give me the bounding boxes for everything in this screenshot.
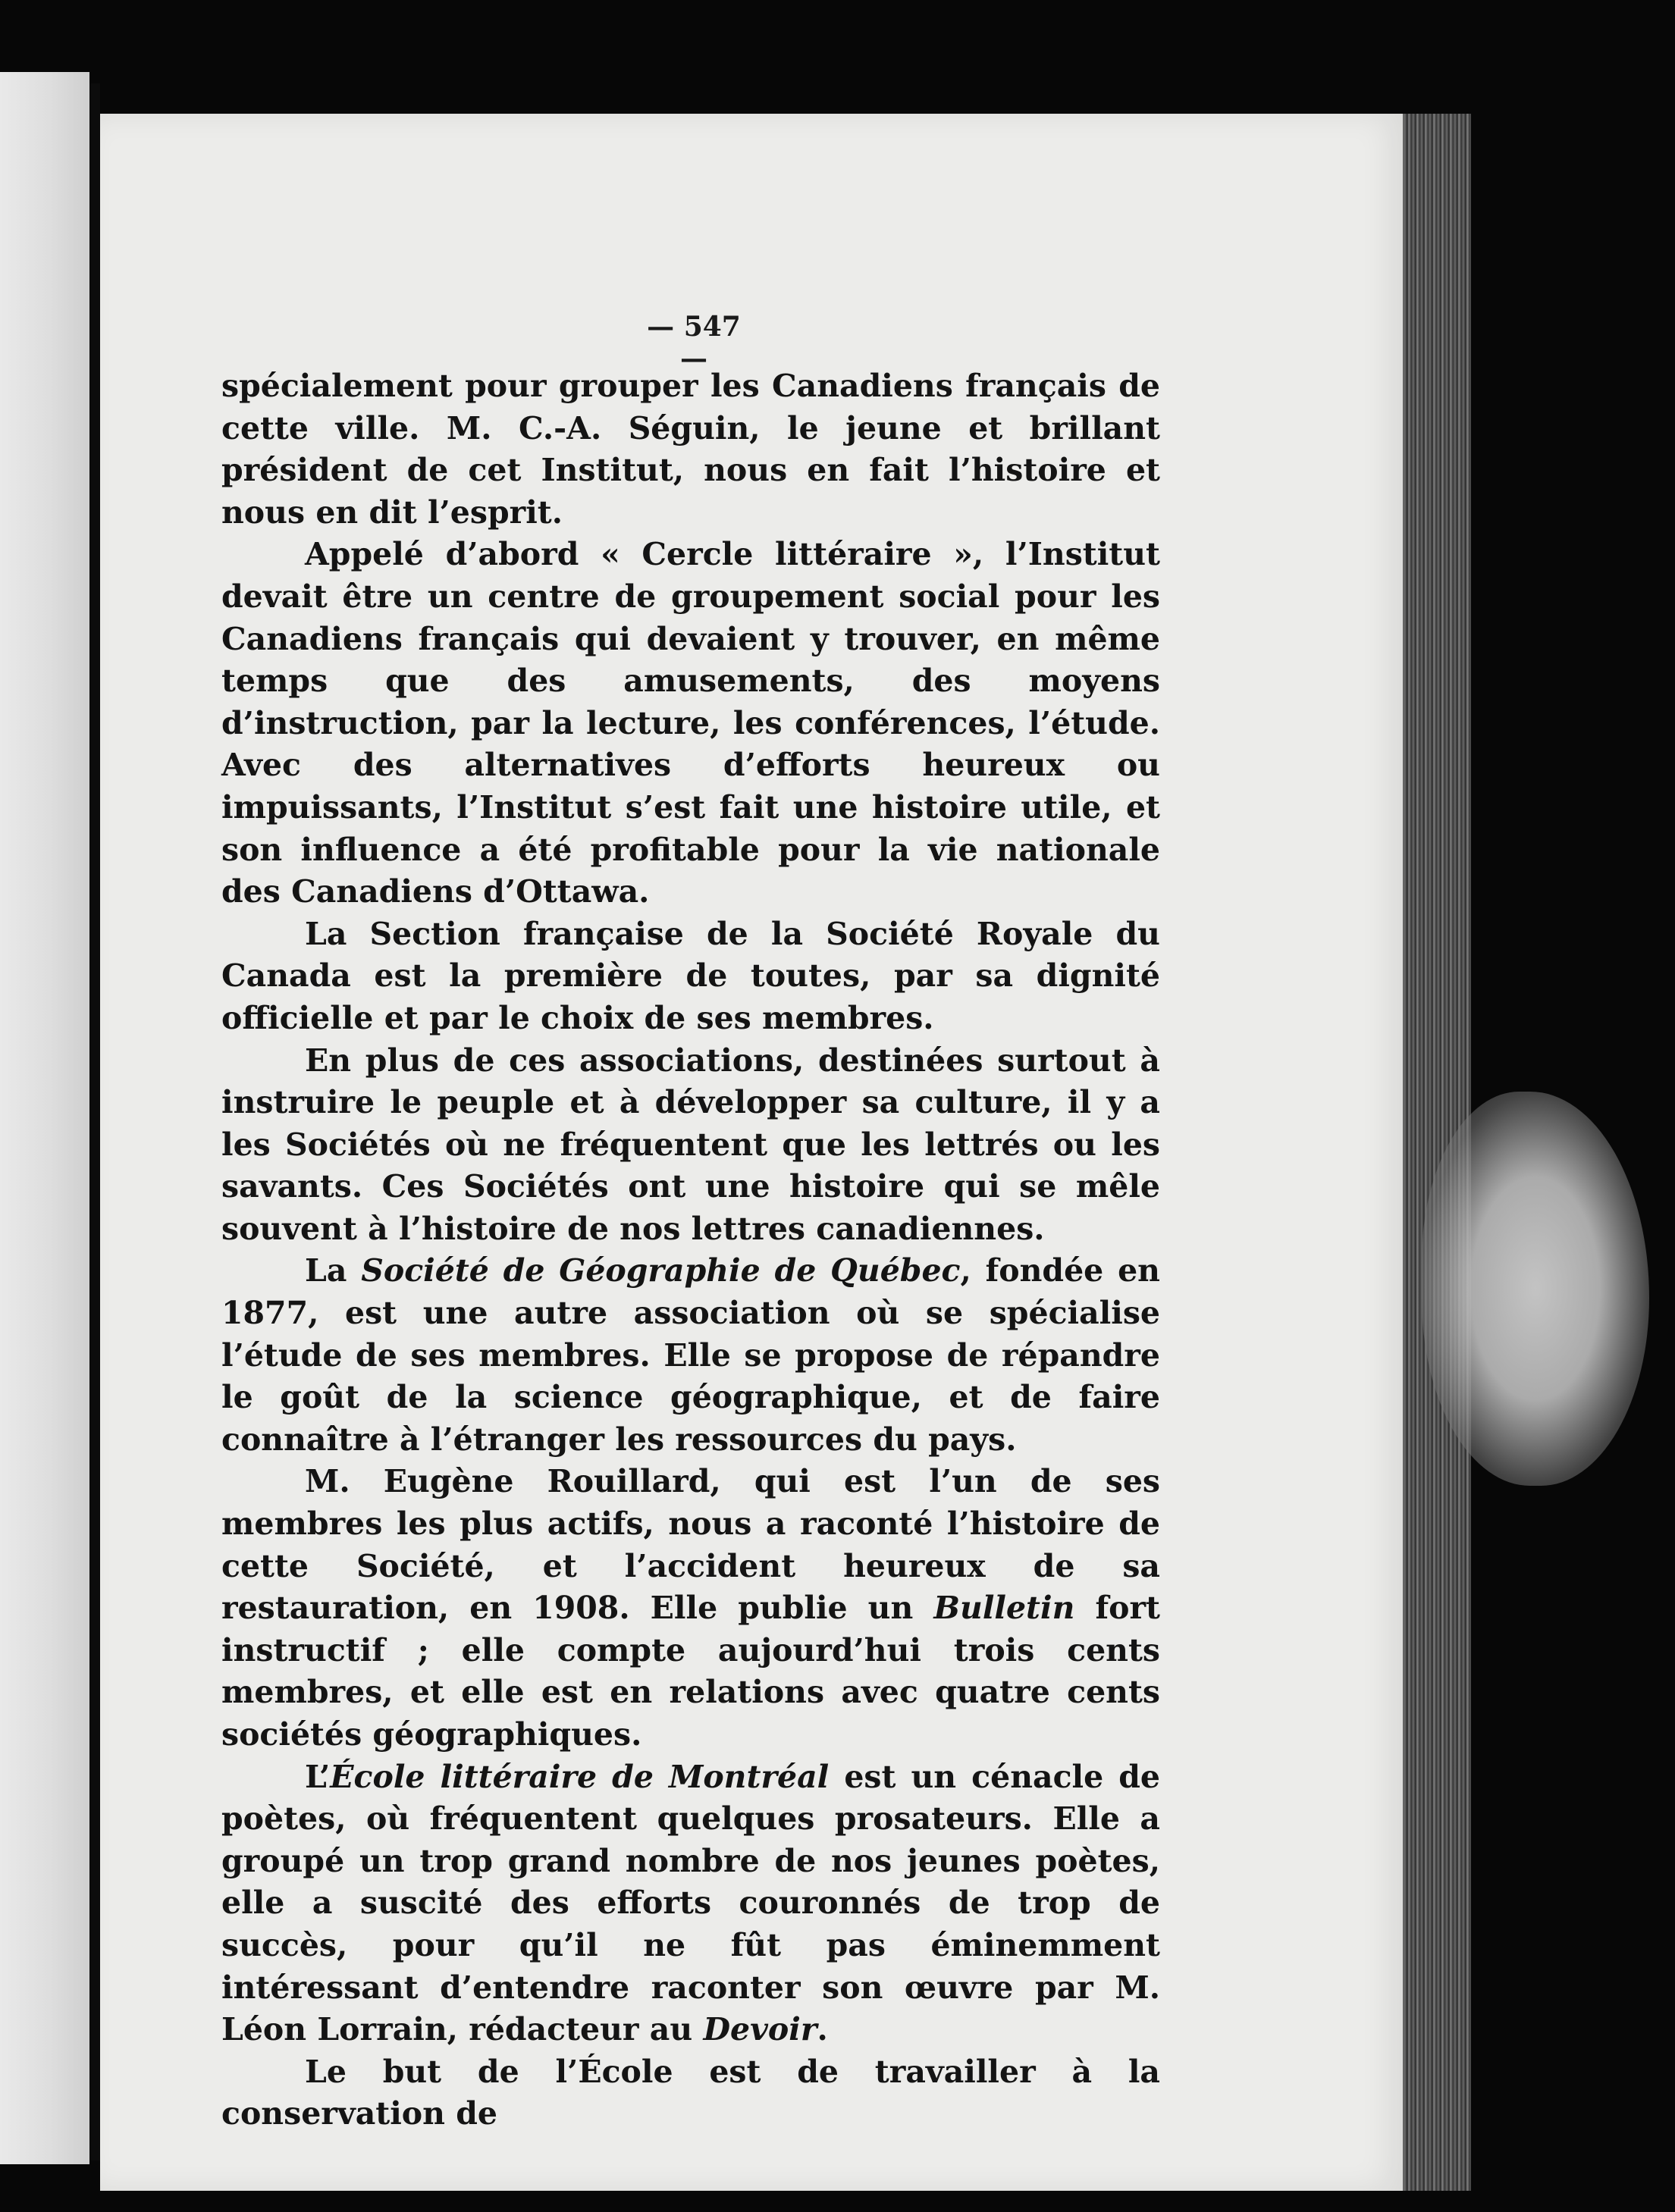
text-segment: fort instructif ; elle compte aujourd’hui trois cents membres, et elle est en relations avec quatre cents sociétés géographiques. xyxy=(221,1590,1160,1753)
text-segment: spécialement pour grouper les Canadiens français de cette ville. M. C.-A. Séguin, le jeune et brillant président de cet Institut, nous en fait l’histoire et nous en dit l’esprit. xyxy=(221,368,1160,531)
text-segment: M. Eugène Rouillard, qui est l’un de ses membres les plus actifs, nous a raconté l’histoire de cette Société, et l’accident heureux de sa restauration, en 1908. Elle publie un xyxy=(221,1463,1160,1627)
paragraph-p2 xyxy=(221,913,1160,1040)
italic-text: Devoir xyxy=(703,2011,817,2048)
text-segment: Le but de l’École est de travailler à la conservation de xyxy=(221,2053,1160,2132)
page-number: — 547 — xyxy=(647,311,741,374)
text-segment: est un cénacle de poètes, où fréquentent quelques prosateurs. Elle a groupé un trop grand nombre de nos jeunes poètes, elle a suscité des efforts couronnés de trop de succès, pour qu’il ne fût pas éminemment intéressant d’entendre raconter son œuvre par M. Léon Lorrain, rédacteur au xyxy=(221,1758,1160,2048)
text-segment: . xyxy=(817,2011,828,2048)
left-page-edge xyxy=(0,72,89,2164)
italic-text: École littéraire de Montréal xyxy=(330,1758,830,1795)
paragraph-p6 xyxy=(221,1756,1160,2051)
text-segment: L’ xyxy=(305,1758,331,1795)
paragraph-p1 xyxy=(221,534,1160,913)
text-segment: , fondée en 1877, est une autre association où se spécialise l’étude de ses membres. Elle se propose de répandre le goût de la science géographique, et de faire connaître à l’étranger les ressources du pays. xyxy=(221,1252,1160,1458)
paragraph-p0 xyxy=(221,365,1160,534)
paragraph-p3 xyxy=(221,1040,1160,1251)
book-gutter xyxy=(89,83,100,2160)
page-text xyxy=(221,303,1160,2135)
paragraph-p4 xyxy=(221,1250,1160,1461)
paragraph-p5 xyxy=(221,1461,1160,1756)
text-segment: La xyxy=(305,1252,362,1289)
text-segment: Appelé d’abord « Cercle littéraire », l’Institut devait être un centre de groupement social pour les Canadiens français qui devaient y trouver, en même temps que des amusements, des moyens d’instruction, par la lecture, les conférences, l’étude. Avec des alternatives d’efforts heureux ou impuissants, l’Institut s’est fait une histoire utile, et son influence a été profitable pour la vie nationale des Canadiens d’Ottawa. xyxy=(221,536,1160,910)
italic-text: Bulletin xyxy=(933,1590,1075,1627)
paragraph-p7 xyxy=(221,2051,1160,2135)
text-segment: La Section française de la Société Royale du Canada est la première de toutes, par sa dignité officielle et par le choix de ses membres. xyxy=(221,915,1160,1036)
text-body xyxy=(221,365,1160,2135)
italic-text: Société de Géographie de Québec xyxy=(361,1252,961,1289)
text-segment: En plus de ces associations, destinées surtout à instruire le peuple et à développer sa culture, il y a les Sociétés où ne fréquentent que les lettrés ou les savants. Ces Sociétés ont une histoire qui se mêle souvent à l’histoire de nos lettres canadiennes. xyxy=(221,1042,1160,1247)
paper-stain xyxy=(1422,1092,1649,1486)
